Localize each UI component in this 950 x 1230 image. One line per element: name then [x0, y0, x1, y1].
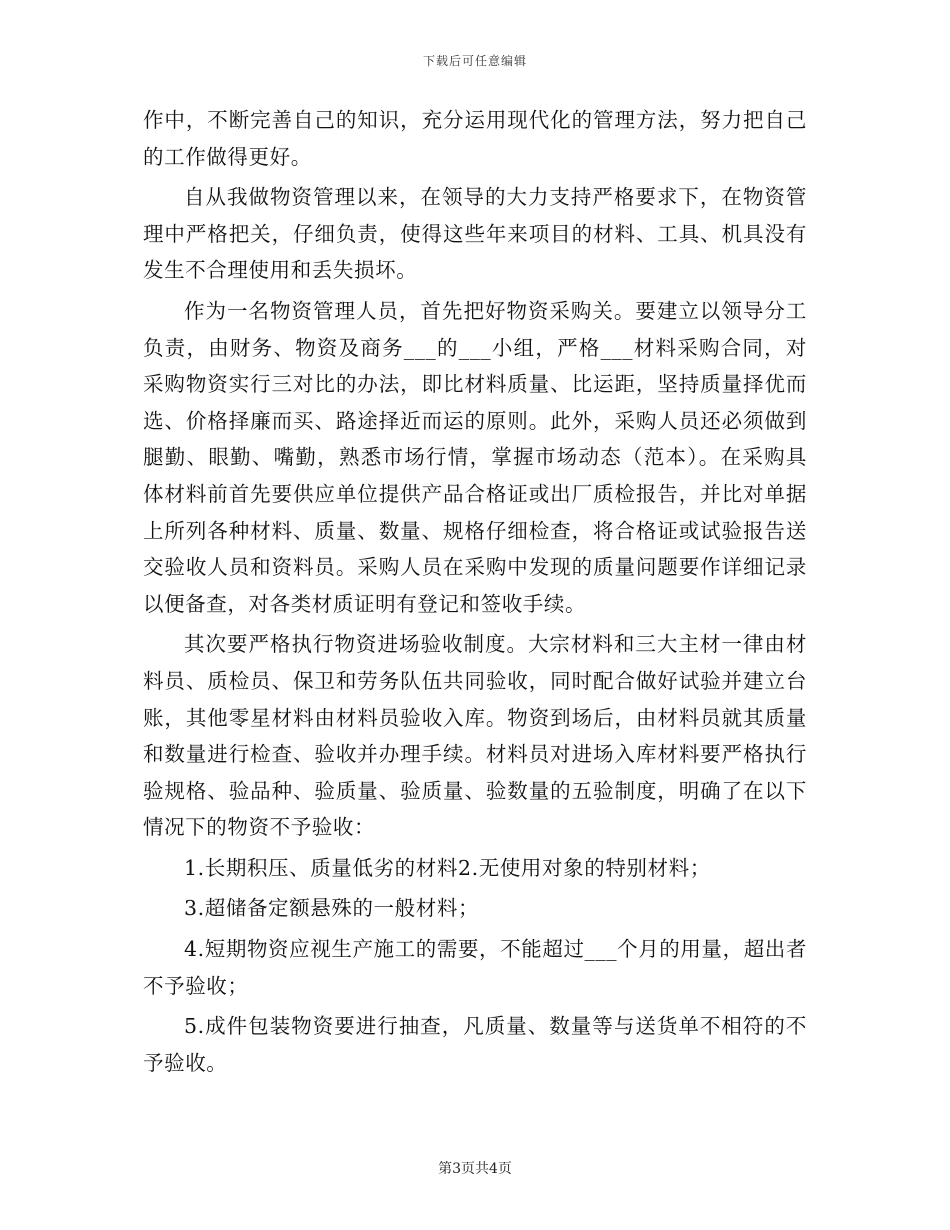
paragraph-3: 作为一名物资管理人员，首先把好物资采购关。要建立以领导分工负责，由财务、物资及商务___的___小组，严格___材料采购合同，对采购物资实行三对比的办法，即比材料质量、比运距，坚持质量择优而选、价格择廉而买、路途择近而运的原则。此外，采购人员还必须做到腿勤、眼勤、嘴勤，熟悉市场行情，掌握市场动态（范本）。在采购具体材料前首先要供应单位提供产品合格证或出厂质检报告，并比对单据上所列各种材料、质量、数量、规格仔细检查，将合格证或试验报告送交验收人员和资料员。采购人员在采购中发现的质量问题要作详细记录以便备查，对各类材质证明有登记和签收手续。: [143, 298, 807, 616]
page-footer: 第3页共4页: [438, 1161, 512, 1177]
paragraph-4: 其次要严格执行物资进场验收制度。大宗材料和三大主材一律由材料员、质检员、保卫和劳务队伍共同验收，同时配合做好试验并建立台账，其他零星材料由材料员验收入库。物资到场后，由材料员就其质量和数量进行检查、验收并办理手续。材料员对进场入库材料要严格执行验规格、验品种、验质量、验质量、验数量的五验制度，明确了在以下情况下的物资不予验收：: [143, 632, 807, 840]
list-item-1-2: 1.长期积压、质量低劣的材料2.无使用对象的特别材料；: [184, 855, 711, 880]
paragraph-1: 作中，不断完善自己的知识，充分运用现代化的管理方法，努力把自己的工作做得更好。: [143, 108, 807, 169]
page-header: 下载后可任意编辑: [422, 54, 527, 68]
document-body: [143, 102, 807, 1085]
paragraph-2: 自从我做物资管理以来，在领导的大力支持严格要求下，在物资管理中严格把关，仔细负责，使得这些年来项目的材料、工具、机具没有发生不合理使用和丢失损坏。: [143, 185, 807, 283]
list-item-3: 3.超储备定额悬殊的一般材料；: [184, 896, 480, 921]
list-item-4: 4.短期物资应视生产施工的需要，不能超过___个月的用量，超出者不予验收；: [143, 937, 808, 998]
list-item-5: 5.成件包装物资要进行抽查，凡质量、数量等与送货单不相符的不予验收。: [143, 1014, 807, 1075]
